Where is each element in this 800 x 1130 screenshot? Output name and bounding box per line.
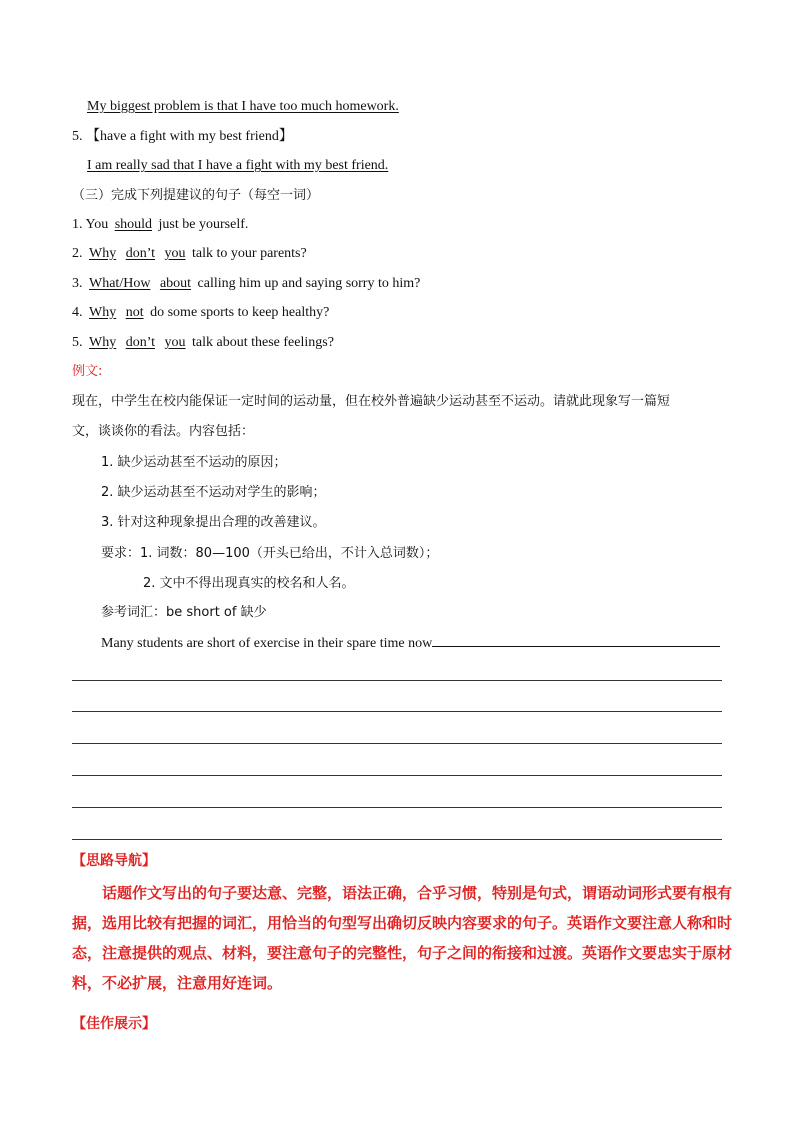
answer-sentence-4: My biggest problem is that I have too much homework. — [87, 99, 399, 114]
essay-prompt-line-2: 文，谈谈你的看法。内容包括： — [72, 424, 255, 439]
suggestion-item-4 — [72, 304, 329, 322]
writing-blank[interactable] — [432, 634, 720, 647]
reference-vocabulary: 参考词汇：be short of 缺少 — [101, 605, 267, 620]
guide-text: 话题作文写出的句子要达意、完整，语法正确，合乎习惯，特别是句式，谓语动词形式要有根有据，选用比较有把握的词汇，用恰当的句型写出确切反映内容要求的句子。英语作文要注意人称和时态，注意提供的观点、材料，要注意句子的完整性，句子之间的衔接和过渡。英语作文要忠实于原材料，不必扩展，注意用好连词。 — [72, 884, 733, 992]
item-text: just be yourself. — [158, 217, 249, 232]
writing-line-4[interactable] — [72, 775, 722, 776]
answer-sentence-5: I am really sad that I have a fight with my best friend. — [87, 158, 389, 173]
guide-body — [72, 878, 742, 998]
writing-line-2[interactable] — [72, 711, 722, 712]
blank-answer: you — [164, 335, 186, 350]
prompt-item-5 — [72, 128, 293, 146]
item-number: 4. — [72, 305, 83, 320]
item-text: talk to your parents? — [192, 246, 307, 261]
item-number: 2. — [72, 246, 83, 261]
writing-line-3[interactable] — [72, 743, 722, 744]
essay-opening-line — [101, 634, 720, 653]
item-text: talk about these feelings? — [192, 335, 334, 350]
requirement-1: 要求：1. 词数：80—100（开头已给出，不计入总词数）； — [101, 546, 439, 561]
writing-line-6[interactable] — [72, 839, 722, 840]
essay-opening-text: Many students are short of exercise in their spare time now — [101, 636, 433, 651]
writing-line-1[interactable] — [72, 680, 722, 681]
blank-answer: Why — [89, 335, 117, 350]
content-point-1: 1. 缺少运动甚至不运动的原因； — [101, 455, 287, 470]
blank-answer: Why — [89, 246, 117, 261]
guide-title: 【思路导航】 — [72, 853, 156, 869]
blank-answer: don’t — [125, 246, 156, 261]
item-number: 5. — [72, 335, 83, 350]
item-prompt: 【have a fight with my best friend】 — [86, 129, 293, 144]
requirement-2: 2. 文中不得出现真实的校名和人名。 — [143, 576, 355, 591]
blank-answer: about — [159, 276, 192, 291]
essay-prompt-line-1: 现在，中学生在校内能保证一定时间的运动量，但在校外普遍缺少运动甚至不运动。请就此现象写一篇短 — [72, 394, 671, 409]
item-text: do some sports to keep healthy? — [150, 305, 330, 320]
blank-answer: Why — [89, 305, 117, 320]
blank-answer: What/How — [89, 276, 151, 291]
writing-line-5[interactable] — [72, 807, 722, 808]
blank-answer: not — [125, 305, 144, 320]
suggestion-item-2 — [72, 245, 307, 263]
showcase-title: 【佳作展示】 — [72, 1016, 156, 1032]
blank-answer: you — [164, 246, 186, 261]
item-number: 5. — [72, 129, 83, 144]
section-3-heading: （三）完成下列提建议的句子（每空一词） — [72, 188, 320, 203]
item-number: 1. You — [72, 217, 109, 232]
blank-answer: should — [114, 217, 153, 232]
content-point-3: 3. 针对这种现象提出合理的改善建议。 — [101, 515, 326, 530]
item-text: calling him up and saying sorry to him? — [197, 276, 421, 291]
item-number: 3. — [72, 276, 83, 291]
content-point-2: 2. 缺少运动甚至不运动对学生的影响； — [101, 485, 326, 500]
suggestion-item-1 — [72, 216, 248, 234]
blank-answer: don’t — [125, 335, 156, 350]
suggestion-item-5 — [72, 334, 334, 352]
example-label: 例文: — [72, 364, 103, 379]
suggestion-item-3 — [72, 275, 420, 293]
